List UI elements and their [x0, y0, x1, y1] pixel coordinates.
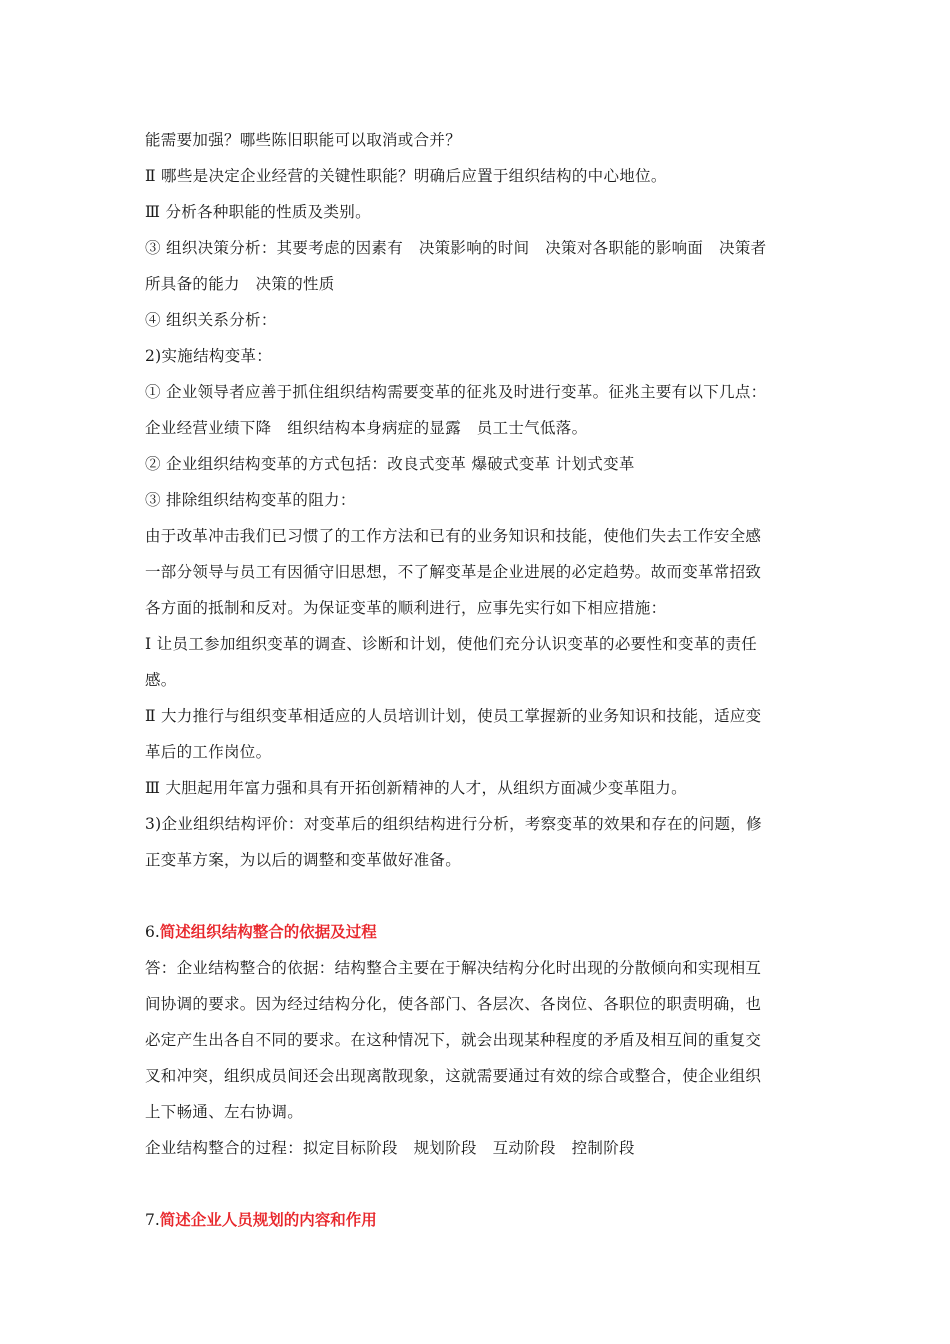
text-line: ③ 排除组织结构变革的阻力： — [145, 491, 356, 509]
document-page — [145, 122, 810, 1238]
section-7-heading — [145, 1202, 810, 1238]
section-6-heading — [145, 914, 810, 950]
text-line: 企业结构整合的过程：拟定目标阶段 规划阶段 互动阶段 控制阶段 — [145, 1139, 635, 1157]
paragraph-gap — [145, 1166, 810, 1202]
text-line: 必定产生出各自不同的要求。在这种情况下，就会出现某种程度的矛盾及相互间的重复交 — [145, 1031, 762, 1049]
text-line: Ⅲ 大胆起用年富力强和具有开拓创新精神的人才，从组织方面减少变革阻力。 — [145, 779, 687, 797]
text-line: 感。 — [145, 671, 177, 689]
text-line: 叉和冲突，组织成员间还会出现离散现象，这就需要通过有效的综合或整合，使企业组织 — [145, 1067, 762, 1085]
text-line: ③ 组织决策分析：其要考虑的因素有 决策影响的时间 决策对各职能的影响面 决策者 — [145, 239, 767, 257]
section-title: 简述组织结构整合的依据及过程 — [159, 922, 377, 941]
text-line: 所具备的能力 决策的性质 — [145, 275, 335, 293]
text-line: 上下畅通、左右协调。 — [145, 1103, 304, 1121]
text-line: 间协调的要求。因为经过结构分化，使各部门、各层次、各岗位、各职位的职责明确，也 — [145, 995, 762, 1013]
text-line: 2)实施结构变革： — [145, 347, 273, 365]
text-line: ④ 组织关系分析： — [145, 311, 277, 329]
text-line: ② 企业组织结构变革的方式包括：改良式变革 爆破式变革 计划式变革 — [145, 455, 635, 473]
text-line: 3)企业组织结构评价：对变革后的组织结构进行分析，考察变革的效果和存在的问题，修 — [145, 815, 762, 833]
section-number: 7. — [145, 1211, 160, 1229]
text-line: Ⅱ 哪些是决定企业经营的关键性职能？明确后应置于组织结构的中心地位。 — [145, 167, 667, 185]
text-line: 各方面的抵制和反对。为保证变革的顺利进行，应事先实行如下相应措施： — [145, 599, 667, 617]
section-number: 6. — [145, 923, 160, 941]
section-6-body — [145, 950, 810, 1166]
text-block-1 — [145, 122, 810, 878]
text-line: 正变革方案，为以后的调整和变革做好准备。 — [145, 851, 462, 869]
section-title: 简述企业人员规划的内容和作用 — [159, 1210, 377, 1229]
text-line: ① 企业领导者应善于抓住组织结构需要变革的征兆及时进行变革。征兆主要有以下几点： — [145, 383, 767, 401]
text-line: Ⅲ 分析各种职能的性质及类别。 — [145, 203, 371, 221]
text-line: Ⅱ 大力推行与组织变革相适应的人员培训计划，使员工掌握新的业务知识和技能，适应变 — [145, 707, 762, 725]
text-line: 答：企业结构整合的依据：结构整合主要在于解决结构分化时出现的分散倾向和实现相互 — [145, 959, 762, 977]
text-line: 一部分领导与员工有因循守旧思想，不了解变革是企业进展的必定趋势。故而变革常招致 — [145, 563, 762, 581]
text-line: 企业经营业绩下降 组织结构本身病症的显露 员工士气低落。 — [145, 419, 588, 437]
text-line: Ⅰ 让员工参加组织变革的调查、诊断和计划，使他们充分认识变革的必要性和变革的责任 — [145, 635, 758, 653]
text-line: 能需要加强？哪些陈旧职能可以取消或合并？ — [145, 131, 462, 149]
text-line: 由于改革冲击我们已习惯了的工作方法和已有的业务知识和技能，使他们失去工作安全感 — [145, 527, 762, 545]
text-line: 革后的工作岗位。 — [145, 743, 272, 761]
paragraph-gap — [145, 878, 810, 914]
